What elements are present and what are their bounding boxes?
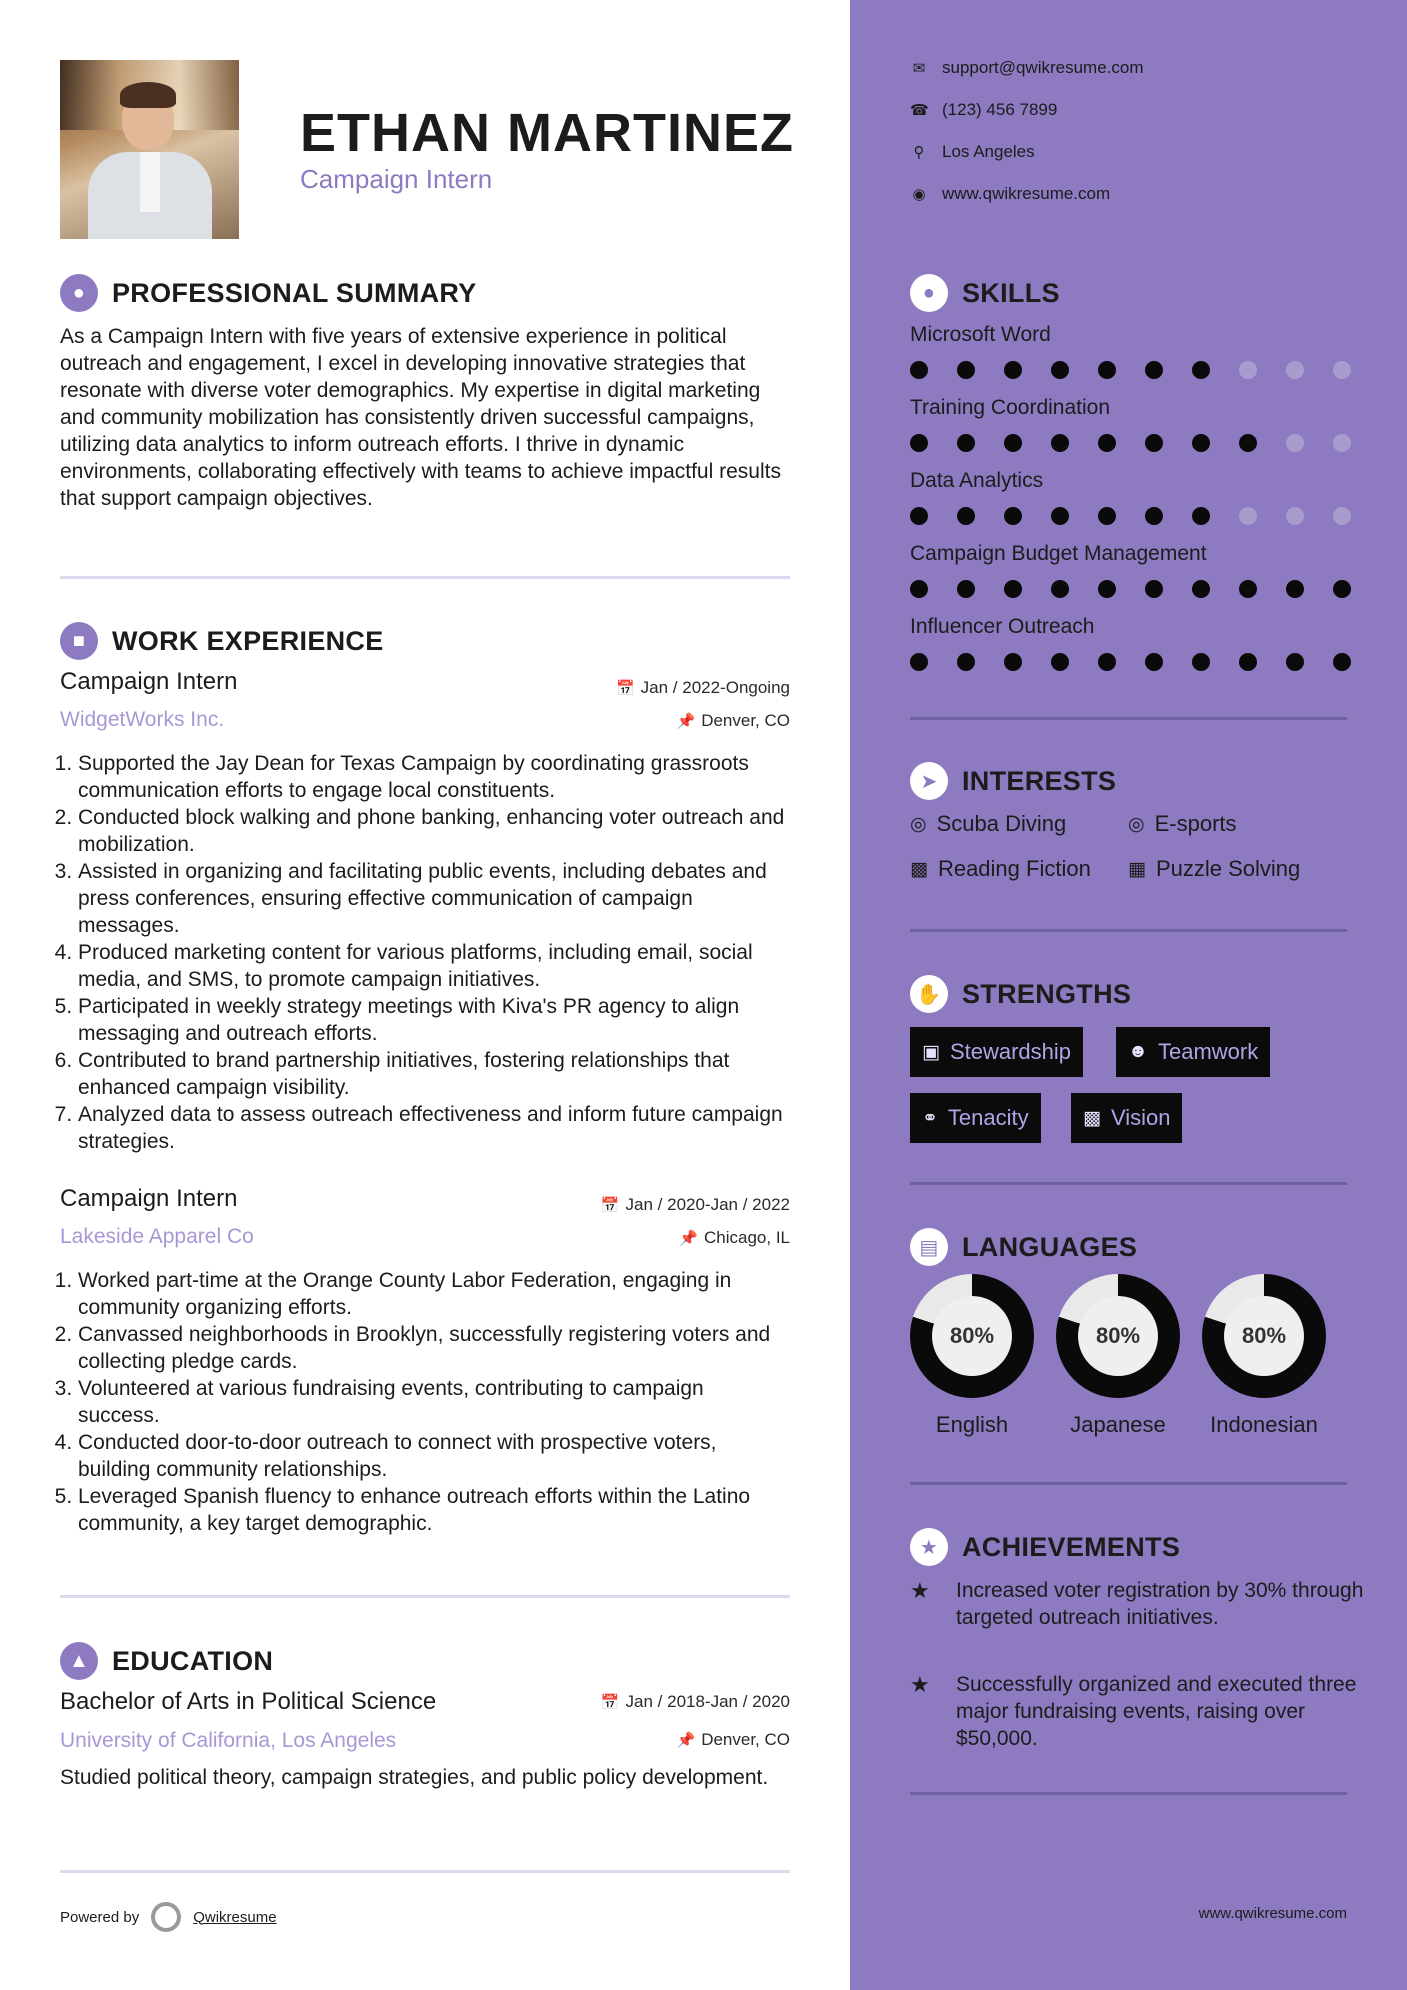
rating-dot-filled — [1051, 361, 1069, 379]
strengths-heading — [910, 975, 1131, 1013]
skill-rating — [910, 653, 1351, 671]
star-icon: ★ — [910, 1672, 930, 1697]
qwikresume-logo-icon — [151, 1902, 181, 1932]
skill-rating — [910, 580, 1351, 598]
list-item: 7. Analyzed data to assess outreach effectiveness and inform future campaign strategies. — [78, 1101, 790, 1155]
language-name: English — [935, 1412, 1009, 1437]
rating-dot-filled — [1192, 653, 1210, 671]
languages-heading — [910, 1228, 1137, 1266]
rating-dot-filled — [957, 580, 975, 598]
link-icon: ⚭ — [922, 1107, 938, 1129]
rating-dot-filled — [1004, 580, 1022, 598]
rating-dot-filled — [1098, 434, 1116, 452]
envelope-icon: ✉ — [912, 60, 926, 77]
book-icon: ▦ — [1128, 858, 1146, 880]
job-company: Lakeside Apparel Co — [60, 1225, 254, 1248]
rating-dot-filled — [1098, 653, 1116, 671]
rating-dot-filled — [957, 434, 975, 452]
achievements-heading — [910, 1528, 1180, 1566]
list-item: 5. Leveraged Spanish fluency to enhance outreach efforts within the Latino community, a key target demographic. — [78, 1483, 790, 1537]
education-entry — [60, 1688, 790, 1828]
rating-dot-filled — [1286, 653, 1304, 671]
job-location: 📌 Chicago, IL — [679, 1228, 790, 1247]
rating-dot-filled — [1004, 507, 1022, 525]
rating-dot-empty — [1286, 507, 1304, 525]
skills-title: SKILLS — [962, 277, 1060, 308]
rating-dot-filled — [1192, 361, 1210, 379]
graduation-icon: ▲ — [60, 1642, 98, 1680]
degree: Bachelor of Arts in Political Science — [60, 1688, 437, 1715]
language-item — [1202, 1274, 1326, 1438]
language-percent: 80% — [932, 1296, 1012, 1376]
rating-dot-filled — [1192, 434, 1210, 452]
rating-dot-filled — [1333, 580, 1351, 598]
language-card-icon: ▤ — [910, 1228, 948, 1266]
pin-icon: 📌 — [676, 1732, 696, 1749]
rating-dot-filled — [1239, 434, 1257, 452]
list-item: 1. Worked part-time at the Orange County Labor Federation, engaging in community organizing efforts. — [78, 1267, 790, 1321]
rating-dot-empty — [1286, 361, 1304, 379]
calendar-icon: 📅 — [600, 1694, 620, 1711]
list-item: 3. Volunteered at various fundraising events, contributing to campaign success. — [78, 1375, 790, 1429]
life-ring-icon: ◎ — [1128, 813, 1145, 835]
achievements-title: ACHIEVEMENTS — [962, 1531, 1181, 1562]
briefcase-icon: ▣ — [922, 1041, 940, 1063]
briefcase-icon: ■ — [60, 622, 98, 660]
rating-dot-empty — [1239, 361, 1257, 379]
footer-website[interactable]: www.qwikresume.com — [1198, 1905, 1347, 1922]
language-name: Japanese — [1070, 1412, 1166, 1437]
rating-dot-filled — [1098, 507, 1116, 525]
profile-photo — [60, 60, 239, 239]
candidate-role: Campaign Intern — [300, 164, 493, 194]
list-item: 4. Produced marketing content for various platforms, including email, social media, and SMS, to promote campaign initiatives. — [78, 939, 790, 993]
interest-item: ▩ Reading Fiction — [910, 856, 1091, 881]
candidate-name: ETHAN MARTINEZ — [300, 103, 794, 163]
rating-dot-filled — [1145, 434, 1163, 452]
rating-dot-filled — [957, 507, 975, 525]
interests-heading — [910, 762, 1116, 800]
language-percent: 80% — [1224, 1296, 1304, 1376]
fist-icon: ✋ — [910, 975, 948, 1013]
rating-dot-filled — [1192, 507, 1210, 525]
education-description: Studied political theory, campaign strategies, and public policy development. — [60, 1766, 769, 1789]
rating-dot-filled — [1051, 580, 1069, 598]
job-dates: 📅 Jan / 2022-Ongoing — [615, 678, 790, 697]
rating-dot-filled — [1333, 653, 1351, 671]
rating-dot-filled — [1145, 580, 1163, 598]
phone-icon: ☎ — [910, 102, 929, 119]
summary-title: PROFESSIONAL SUMMARY — [112, 277, 477, 308]
rating-dot-filled — [1286, 580, 1304, 598]
skill-name: Campaign Budget Management — [910, 542, 1207, 565]
summary-heading — [60, 274, 477, 312]
interest-item: ◎ Scuba Diving — [910, 811, 1067, 836]
language-item — [1056, 1274, 1180, 1438]
job-dates: 📅 Jan / 2020-Jan / 2022 — [600, 1195, 790, 1214]
contact-email[interactable]: ✉ support@qwikresume.com — [910, 58, 1144, 78]
rating-dot-filled — [1192, 580, 1210, 598]
language-progress-ring — [1202, 1274, 1326, 1398]
calendar-icon: 📅 — [600, 1197, 620, 1214]
job-1 — [60, 668, 790, 1168]
work-experience-heading — [60, 622, 384, 660]
divider — [910, 1182, 1347, 1185]
list-item: 2. Canvassed neighborhoods in Brooklyn, successfully registering voters and collecting pledge cards. — [78, 1321, 790, 1375]
rating-dot-empty — [1333, 507, 1351, 525]
interest-item: ▦ Puzzle Solving — [1128, 856, 1301, 881]
list-item: 2. Conducted block walking and phone banking, enhancing voter outreach and mobilization. — [78, 804, 790, 858]
job-2 — [60, 1185, 790, 1545]
list-item: 4. Conducted door-to-door outreach to connect with prospective voters, building community relationships. — [78, 1429, 790, 1483]
rating-dot-filled — [910, 580, 928, 598]
pin-icon: 📌 — [676, 713, 696, 730]
rating-dot-filled — [1098, 580, 1116, 598]
achievement-item: ★ Increased voter registration by 30% through targeted outreach initiatives. — [910, 1578, 1364, 1629]
education-heading — [60, 1642, 273, 1680]
contact-location: ⚲ Los Angeles — [910, 142, 1035, 162]
skill-name: Data Analytics — [910, 469, 1044, 492]
rating-dot-empty — [1333, 361, 1351, 379]
contact-website[interactable]: ◉ www.qwikresume.com — [910, 184, 1110, 204]
rating-dot-empty — [1239, 507, 1257, 525]
achievement-item: ★ Successfully organized and executed three major fundraising events, raising over $50,000. — [910, 1672, 1357, 1750]
summary-text: As a Campaign Intern with five years of extensive experience in political outreach and engagement, I excel in developing innovative strategies that resonate with diverse voter demographics. My expertise in digital marketing and community mobilization has consistently driven successful campaigns, utilizing data analytics to inform outreach efforts. I thrive in dynamic environments, collaborating effectively with teams to achieve impactful results that support campaign objectives. — [60, 325, 781, 510]
language-progress-ring — [1056, 1274, 1180, 1398]
rating-dot-filled — [1145, 361, 1163, 379]
footer-powered-by: Powered by Qwikresume — [60, 1902, 277, 1932]
skill-rating — [910, 361, 1351, 379]
binoculars-icon: ▩ — [1083, 1107, 1101, 1129]
gamepad-icon: ▩ — [910, 858, 928, 880]
languages-title: LANGUAGES — [962, 1231, 1138, 1262]
qwikresume-link[interactable]: Qwikresume — [193, 1908, 277, 1926]
rating-dot-filled — [1051, 434, 1069, 452]
rating-dot-filled — [1145, 507, 1163, 525]
divider — [60, 576, 790, 579]
globe-icon: ◉ — [912, 186, 926, 203]
rating-dot-filled — [910, 361, 928, 379]
strength-tag: ▣ Stewardship — [910, 1027, 1083, 1077]
divider — [910, 1792, 1347, 1795]
contact-phone[interactable]: ☎ (123) 456 7899 — [910, 100, 1058, 119]
rating-dot-filled — [1098, 361, 1116, 379]
list-item: 3. Assisted in organizing and facilitating public events, including debates and press conferences, ensuring effective communication of campaign messages. — [78, 858, 790, 939]
rating-dot-filled — [1145, 653, 1163, 671]
skill-rating — [910, 507, 1351, 525]
divider — [60, 1870, 790, 1873]
rating-dot-filled — [910, 653, 928, 671]
rating-dot-filled — [957, 361, 975, 379]
lightbulb-icon: ● — [910, 274, 948, 312]
skill-name: Training Coordination — [910, 396, 1111, 419]
rating-dot-filled — [1004, 361, 1022, 379]
rating-dot-filled — [910, 434, 928, 452]
job-bullets — [60, 1267, 790, 1537]
job-title: Campaign Intern — [60, 668, 238, 695]
paper-plane-icon: ➤ — [910, 762, 948, 800]
rating-dot-filled — [1239, 580, 1257, 598]
calendar-icon: 📅 — [615, 680, 635, 697]
language-progress-ring — [910, 1274, 1034, 1398]
divider — [910, 929, 1347, 932]
language-item — [910, 1274, 1034, 1438]
strength-tag: ▩ Vision — [1071, 1093, 1182, 1143]
language-name: Indonesian — [1210, 1412, 1318, 1437]
strengths-title: STRENGTHS — [962, 978, 1132, 1009]
education-title: EDUCATION — [112, 1645, 274, 1676]
school: University of California, Los Angeles — [60, 1729, 397, 1752]
rating-dot-filled — [910, 507, 928, 525]
job-bullets — [60, 750, 790, 1155]
interest-item: ◎ E-sports — [1128, 811, 1237, 836]
rating-dot-filled — [1051, 507, 1069, 525]
rating-dot-filled — [1004, 434, 1022, 452]
user-icon: ● — [60, 274, 98, 312]
list-item: 6. Contributed to brand partnership initiatives, fostering relationships that enhanced campaign visibility. — [78, 1047, 790, 1101]
job-location: 📌 Denver, CO — [676, 711, 790, 730]
divider — [910, 1482, 1347, 1485]
work-experience-title: WORK EXPERIENCE — [112, 625, 384, 656]
life-ring-icon: ◎ — [910, 813, 927, 835]
language-percent: 80% — [1078, 1296, 1158, 1376]
rating-dot-filled — [957, 653, 975, 671]
skill-rating — [910, 434, 1351, 452]
skill-name: Influencer Outreach — [910, 615, 1095, 638]
star-icon: ★ — [910, 1578, 930, 1603]
interests-title: INTERESTS — [962, 765, 1117, 796]
rating-dot-filled — [1239, 653, 1257, 671]
rating-dot-empty — [1286, 434, 1304, 452]
strength-tag: ⚭ Tenacity — [910, 1093, 1041, 1143]
divider — [910, 717, 1347, 720]
divider — [60, 1595, 790, 1598]
rating-dot-empty — [1333, 434, 1351, 452]
education-location: 📌 Denver, CO — [676, 1730, 790, 1749]
list-item: 1. Supported the Jay Dean for Texas Campaign by coordinating grassroots communication efforts to engage local constituents. — [78, 750, 790, 804]
education-dates: 📅 Jan / 2018-Jan / 2020 — [600, 1692, 790, 1711]
rating-dot-filled — [1004, 653, 1022, 671]
list-item: 5. Participated in weekly strategy meetings with Kiva's PR agency to align messaging and outreach efforts. — [78, 993, 790, 1047]
job-title: Campaign Intern — [60, 1185, 238, 1212]
rating-dot-filled — [1051, 653, 1069, 671]
strength-tag: ☻ Teamwork — [1116, 1027, 1270, 1077]
skill-name: Microsoft Word — [910, 323, 1051, 346]
skills-heading — [910, 274, 1060, 312]
job-company: WidgetWorks Inc. — [60, 708, 225, 731]
map-pin-icon: ⚲ — [913, 144, 925, 161]
users-icon: ☻ — [1128, 1041, 1148, 1062]
pin-icon: 📌 — [679, 1230, 698, 1247]
star-badge-icon: ★ — [910, 1528, 948, 1566]
